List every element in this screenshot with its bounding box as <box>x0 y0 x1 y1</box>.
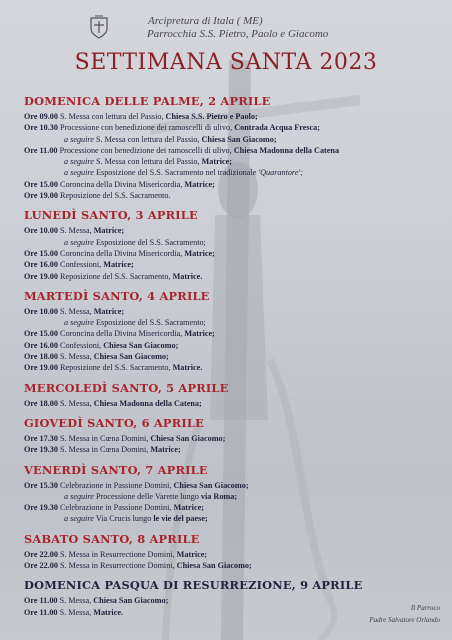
entry-location: le vie del paese; <box>153 514 208 524</box>
entry-followup: a seguire <box>64 157 94 167</box>
entry-time: Ore 11.00 <box>24 607 58 617</box>
schedule-entry <box>24 179 434 190</box>
schedule-entry <box>24 122 434 133</box>
entry-time: Ore 11.00 <box>24 596 58 606</box>
entry-time: Ore 15.30 <box>24 480 58 490</box>
schedule-entry <box>24 433 434 444</box>
entry-location: Matrice. <box>172 271 203 281</box>
entry-time: Ore 10.30 <box>24 123 58 133</box>
entry-location: Matrice; <box>201 157 232 167</box>
entry-time: Ore 16.00 <box>24 340 58 350</box>
schedule-entry <box>24 362 434 373</box>
entry-text: S. Messa, <box>60 398 92 408</box>
entry-text: S. Messa con lettura del Passio, <box>96 157 200 167</box>
entry-text: S. Messa, <box>59 607 92 617</box>
day-title: MERCOLEDÌ SANTO, 5 APRILE <box>24 380 229 395</box>
day-title: SABATO SANTO, 8 APRILE <box>24 531 200 546</box>
entry-time: Ore 17.30 <box>24 433 58 443</box>
page-title: SETTIMANA SANTA 2023 <box>74 50 378 75</box>
entry-location: Chiesa Madonna della Catena <box>233 145 340 155</box>
schedule-entry <box>24 480 434 491</box>
schedule-entry <box>24 398 434 409</box>
schedule-entry <box>24 259 434 270</box>
entry-text: Via Crucis lungo <box>95 514 152 524</box>
day-section <box>24 532 434 572</box>
schedule-entry <box>24 111 434 122</box>
signature-role: Il Parroco <box>410 604 440 612</box>
entry-text: Processione con benedizione dei ramoscelli di ulivo, <box>60 123 233 133</box>
entry-location: Chiesa San Giacomo; <box>93 596 169 606</box>
entry-location: Matrice. <box>172 363 203 373</box>
day-section <box>24 208 434 281</box>
entry-location: Matrice; <box>184 179 215 189</box>
entry-time: Ore 22.00 <box>24 561 58 571</box>
entry-text: S. Messa in Resurrectione Domini, <box>60 549 175 559</box>
header <box>0 12 452 42</box>
schedule-entry <box>24 351 434 362</box>
schedule-entry <box>24 328 434 339</box>
schedule-entry <box>24 190 434 201</box>
entry-text: Coroncina della Divina Misericordia, <box>60 329 183 339</box>
schedule-entry <box>24 145 434 156</box>
entry-text: S. Messa con lettura del Passio, <box>96 134 200 144</box>
entry-location: Chiesa San Giacomo; <box>176 561 252 571</box>
entry-location: Chiesa San Giacomo; <box>150 433 226 443</box>
day-section <box>24 381 434 409</box>
entry-text: S. Messa, <box>60 306 92 316</box>
schedule-entry <box>24 271 434 282</box>
day-title: DOMENICA PASQUA DI RESURREZIONE, 9 APRILE <box>24 578 363 593</box>
entry-followup: a seguire <box>64 491 94 501</box>
schedule-entry <box>24 167 434 178</box>
entry-time: Ore 22.00 <box>24 549 58 559</box>
entry-location: Matrice; <box>173 503 204 513</box>
entry-time: Ore 18.00 <box>24 398 58 408</box>
entry-location: Matrice; <box>150 445 181 455</box>
parish-name: Parrocchia S.S. Pietro, Paolo e Giacomo <box>147 28 329 40</box>
entry-time: Ore 09.00 <box>24 112 58 121</box>
entry-time: Ore 19.00 <box>24 271 58 281</box>
schedule-entry <box>24 317 434 328</box>
entry-text: Coroncina della Divina Misericordia, <box>60 179 183 189</box>
schedule-entry <box>24 248 434 259</box>
entry-time: Ore 15.00 <box>24 248 58 258</box>
entry-followup: a seguire <box>64 237 94 247</box>
day-title: GIOVEDÌ SANTO, 6 APRILE <box>24 415 204 430</box>
entry-location: Matrice; <box>93 226 125 236</box>
entry-text: Reposizione del S.S. Sacramento. <box>60 191 171 201</box>
entry-time: Ore 10.00 <box>24 226 58 236</box>
entry-text: Esposizione del S.S. Sacramento; <box>96 237 206 247</box>
entry-text: Reposizione del S.S. Sacramento, <box>60 271 171 281</box>
entry-location: Matrice. <box>93 607 124 617</box>
entry-text: S. Messa, <box>60 226 92 236</box>
day-title: MARTEDÌ SANTO, 4 APRILE <box>24 288 210 303</box>
entry-note: 'Quarantore'; <box>258 168 303 178</box>
schedule-entry <box>24 237 434 248</box>
schedule-entry <box>24 134 434 145</box>
entry-time: Ore 15.00 <box>24 329 58 339</box>
entry-text: Processione delle Varette lungo <box>96 491 199 501</box>
entry-text: Coroncina della Divina Misericordia, <box>60 248 183 258</box>
entry-location: Matrice; <box>103 260 134 270</box>
entry-text: Esposizione del S.S. Sacramento; <box>96 318 206 328</box>
entry-location: Chiesa Madonna della Catena; <box>93 398 202 408</box>
entry-location: Matrice; <box>93 306 125 316</box>
entry-text: S. Messa, <box>59 596 92 606</box>
entry-text: Reposizione del S.S. Sacramento, <box>60 363 171 373</box>
entry-location: Contrada Acqua Fresca; <box>234 123 320 133</box>
schedule-entry <box>24 491 434 502</box>
entry-time: Ore 16.00 <box>24 260 58 270</box>
schedule <box>24 94 434 625</box>
entry-followup: a seguire <box>64 318 94 328</box>
day-section <box>24 463 434 525</box>
entry-followup: a seguire <box>64 134 94 144</box>
schedule-entry <box>24 306 434 317</box>
entry-followup: a seguire <box>64 514 94 524</box>
entry-time: Ore 15.00 <box>24 179 58 189</box>
day-title: DOMENICA DELLE PALME, 2 APRILE <box>24 94 271 108</box>
entry-text: Celebrazione in Passione Domini, <box>60 503 172 513</box>
entry-time: Ore 19.00 <box>24 191 58 201</box>
entry-location: Matrice; <box>176 549 208 559</box>
diocese-crest-icon <box>86 14 112 40</box>
entry-text: Esposizione del S.S. Sacramento nel tradizionale <box>96 168 257 178</box>
entry-text: S. Messa in Cœna Domini, <box>60 433 149 443</box>
entry-location: Matrice; <box>184 329 215 339</box>
day-section <box>24 416 434 456</box>
entry-text: Confessioni, <box>60 340 102 350</box>
entry-location: Chiesa San Giacomo; <box>103 340 179 350</box>
entry-time: Ore 19.30 <box>24 503 58 513</box>
entry-text: S. Messa con lettura del Passio, <box>60 112 164 121</box>
entry-location: Chiesa San Giacomo; <box>201 134 277 144</box>
schedule-entry <box>24 156 434 167</box>
entry-location: Chiesa San Giacomo; <box>93 352 169 362</box>
entry-text: S. Messa in Resurrectione Domini, <box>60 561 175 571</box>
signature <box>369 602 440 626</box>
day-section <box>24 289 434 374</box>
entry-text: Processione con benedizione dei ramoscelli di ulivo, <box>59 145 232 155</box>
schedule-entry <box>24 444 434 455</box>
day-title: LUNEDÌ SANTO, 3 APRILE <box>24 208 198 223</box>
schedule-entry <box>24 549 434 560</box>
entry-followup: a seguire <box>64 168 94 178</box>
entry-time: Ore 18.00 <box>24 352 58 362</box>
entry-text: S. Messa in Cœna Domini, <box>60 445 149 455</box>
archpriesthood-name: Arcipretura di Itala ( ME) <box>148 15 263 27</box>
entry-time: Ore 11.00 <box>24 145 58 155</box>
entry-location: Matrice; <box>184 248 215 258</box>
schedule-entry <box>24 340 434 351</box>
entry-text: Celebrazione in Passione Domini, <box>60 480 172 490</box>
entry-time: Ore 10.00 <box>24 306 58 316</box>
signature-name: Padre Salvatore Orlando <box>369 616 440 624</box>
day-title: VENERDÌ SANTO, 7 APRILE <box>24 462 208 477</box>
schedule-entry <box>24 225 434 236</box>
entry-text: S. Messa, <box>60 352 92 362</box>
entry-location: via Roma; <box>200 491 238 501</box>
day-section <box>24 94 434 201</box>
entry-time: Ore 19.30 <box>24 445 58 455</box>
entry-text: Confessioni, <box>60 260 102 270</box>
entry-location: Chiesa S.S. Pietro e Paolo; <box>165 112 258 121</box>
schedule-entry <box>24 502 434 513</box>
schedule-entry <box>24 560 434 571</box>
entry-location: Chiesa San Giacomo; <box>173 480 249 490</box>
schedule-entry <box>24 513 434 524</box>
entry-time: Ore 19.00 <box>24 363 58 373</box>
